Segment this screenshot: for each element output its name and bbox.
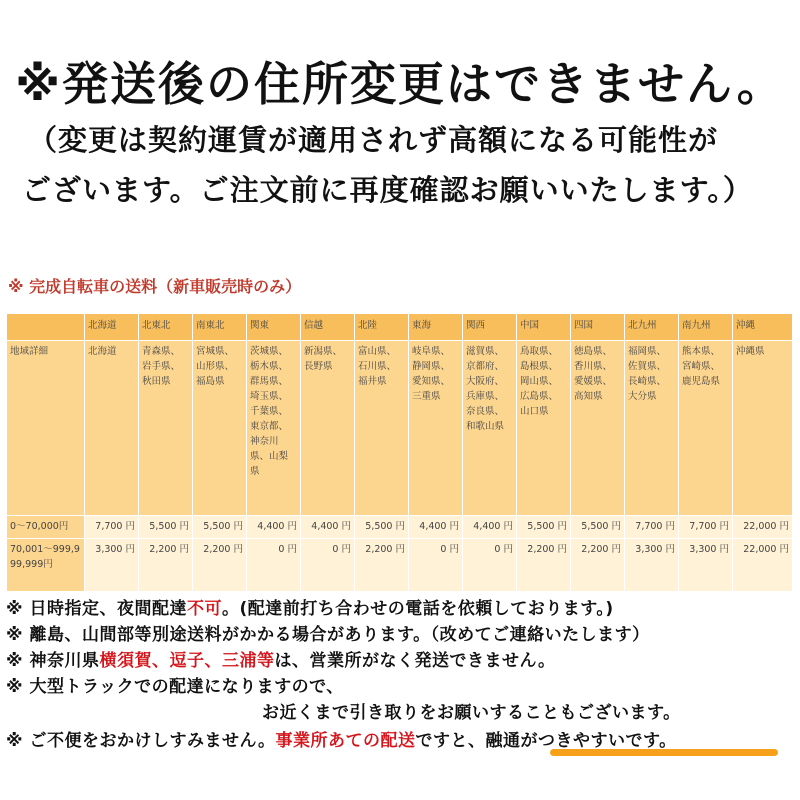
area-detail: 滋賀県、京都府、大阪府、兵庫県、奈良県、和歌山県 xyxy=(463,341,517,516)
area-detail: 岐阜県、静岡県、愛知県、三重県 xyxy=(409,341,463,516)
headline: ※発送後の住所変更はできません。 xyxy=(15,57,785,111)
note-text: ※ ご不便をおかけしすみません。 xyxy=(6,731,276,751)
note-large-truck: ※ 大型トラックでの配達になりますので、 xyxy=(6,677,344,697)
fee-cell: 0 円 xyxy=(409,539,463,592)
region-header: 関東 xyxy=(247,314,301,341)
fee-cell: 5,500 円 xyxy=(571,516,625,539)
note-emphasis: 事業所あての配送 xyxy=(275,731,416,751)
area-detail: 青森県、岩手県、秋田県 xyxy=(139,341,193,516)
subtext-line-1: （変更は契約運賃が適用されず高額になる可能性が xyxy=(28,123,719,157)
note-text: は、営業所がなく発送できません。 xyxy=(274,651,556,671)
area-detail: 徳島県、香川県、愛媛県、高知県 xyxy=(571,341,625,516)
fee-cell: 2,200 円 xyxy=(355,539,409,592)
fee-cell: 0 円 xyxy=(301,539,355,592)
header-corner xyxy=(7,314,85,341)
note-text: ですと、 xyxy=(415,731,486,751)
price-range-label: 0～70,000円 xyxy=(7,516,85,539)
region-header: 北東北 xyxy=(139,314,193,341)
region-header: 北海道 xyxy=(85,314,139,341)
region-header: 北九州 xyxy=(625,314,679,341)
note-delivery-time xyxy=(6,594,614,619)
region-header: 東海 xyxy=(409,314,463,341)
fee-cell: 4,400 円 xyxy=(463,516,517,539)
fee-cell: 3,300 円 xyxy=(625,539,679,592)
note-text: ※ 日時指定、夜間配達 xyxy=(6,599,187,619)
region-header: 信越 xyxy=(301,314,355,341)
fee-cell: 5,500 円 xyxy=(355,516,409,539)
note-business-address xyxy=(6,726,677,751)
note-kanagawa xyxy=(6,646,555,671)
area-detail: 福岡県、佐賀県、長崎県、大分県 xyxy=(625,341,679,516)
region-header: 中国 xyxy=(517,314,571,341)
fee-cell: 3,300 円 xyxy=(85,539,139,592)
fee-cell: 4,400 円 xyxy=(247,516,301,539)
fee-cell: 5,500 円 xyxy=(139,516,193,539)
region-header: 関西 xyxy=(463,314,517,341)
price-range-label: 70,001～999,999,999円 xyxy=(7,539,85,592)
fee-cell: 0 円 xyxy=(247,539,301,592)
area-detail: 茨城県、栃木県、群馬県、埼玉県、千葉県、東京都、神奈川県、山梨県 xyxy=(247,341,301,516)
note-text: 。(配達前打ち合わせの電話を依頼しております。) xyxy=(221,599,614,619)
fee-cell: 7,700 円 xyxy=(625,516,679,539)
fee-cell: 5,500 円 xyxy=(193,516,247,539)
fee-cell: 2,200 円 xyxy=(571,539,625,592)
area-label: 地域詳細 xyxy=(7,341,85,516)
fee-cell: 3,300 円 xyxy=(679,539,733,592)
price-row-high xyxy=(7,539,793,592)
area-detail: 富山県、石川県、福井県 xyxy=(355,341,409,516)
note-large-truck-cont: お近くまで引き取りをお願いすることもございます。 xyxy=(262,703,681,723)
area-detail: 沖縄県 xyxy=(733,341,793,516)
fee-cell: 4,400 円 xyxy=(301,516,355,539)
note-highlight: 融通がつきやすいです。 xyxy=(485,731,677,751)
note-remote-areas: ※ 離島、山間部等別途送料がかかる場合があります。（改めてご連絡いたします） xyxy=(6,625,650,645)
region-header: 北陸 xyxy=(355,314,409,341)
area-detail: 新潟県、長野県 xyxy=(301,341,355,516)
area-detail: 宮城県、山形県、福島県 xyxy=(193,341,247,516)
area-detail-row xyxy=(7,341,793,516)
note-emphasis: 横須賀、逗子、三浦等 xyxy=(99,651,275,671)
fee-cell: 22,000 円 xyxy=(733,516,793,539)
area-detail: 熊本県、宮崎県、鹿児島県 xyxy=(679,341,733,516)
fee-cell: 4,400 円 xyxy=(409,516,463,539)
note-text: ※ 神奈川県 xyxy=(6,651,100,671)
region-header: 四国 xyxy=(571,314,625,341)
fee-cell: 2,200 円 xyxy=(139,539,193,592)
fee-cell: 0 円 xyxy=(463,539,517,592)
area-detail: 鳥取県、島根県、岡山県、広島県、山口県 xyxy=(517,341,571,516)
subtext-line-2: ございます。ご注文前に再度確認お願いいたします。） xyxy=(22,173,753,207)
fee-cell: 5,500 円 xyxy=(517,516,571,539)
area-detail: 北海道 xyxy=(85,341,139,516)
fee-cell: 2,200 円 xyxy=(517,539,571,592)
shipping-fee-table xyxy=(6,313,793,592)
fee-cell: 2,200 円 xyxy=(193,539,247,592)
region-header-row xyxy=(7,314,793,341)
fee-cell: 22,000 円 xyxy=(733,539,793,592)
fee-cell: 7,700 円 xyxy=(679,516,733,539)
region-header: 沖縄 xyxy=(733,314,793,341)
fee-cell: 7,700 円 xyxy=(85,516,139,539)
table-title: ※ 完成自転車の送料（新車販売時のみ） xyxy=(8,277,302,296)
price-row-low xyxy=(7,516,793,539)
region-header: 南東北 xyxy=(193,314,247,341)
region-header: 南九州 xyxy=(679,314,733,341)
note-emphasis: 不可 xyxy=(186,599,222,619)
